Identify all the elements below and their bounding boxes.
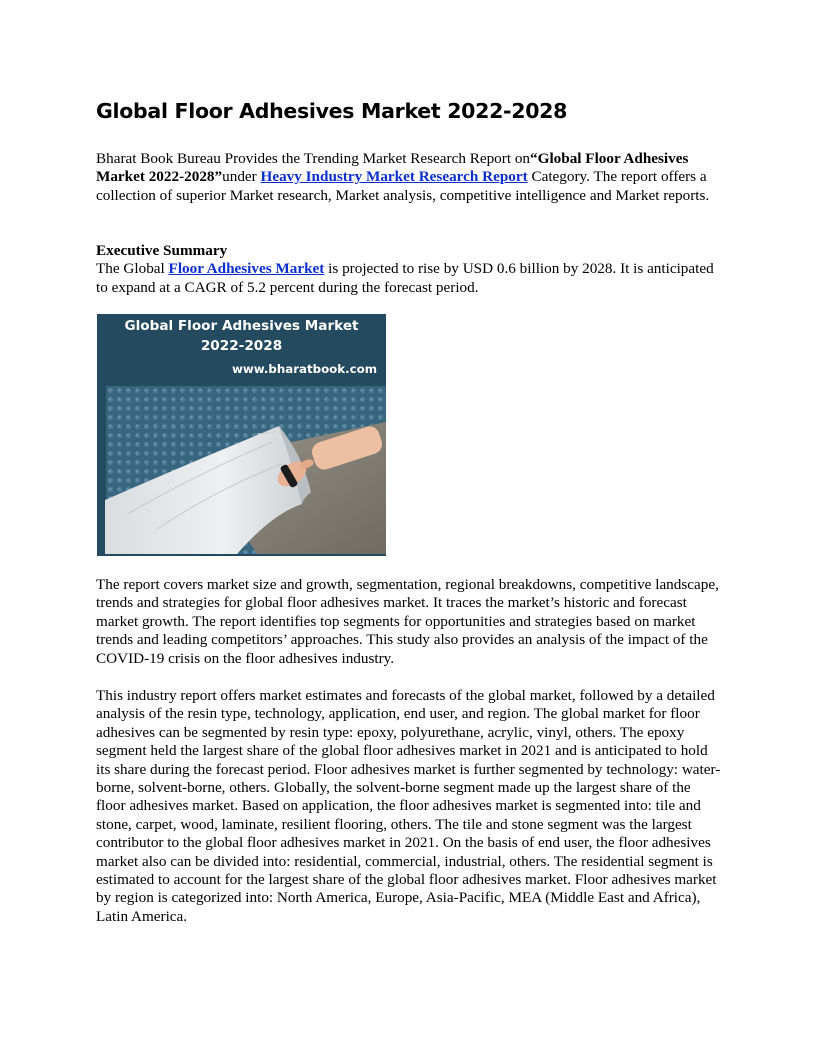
executive-summary — [96, 242, 722, 297]
executive-summary-heading: Executive Summary — [96, 242, 228, 259]
report-name: “Global Floor Adhesives Market 2022-2028” — [96, 150, 689, 186]
intro-prefix: Bharat Book Bureau Provides the Trending Market Research Report on — [96, 150, 531, 167]
category-link[interactable]: Heavy Industry Market Research Report — [260, 168, 528, 186]
intro-under: under — [222, 168, 261, 186]
banner-title — [97, 316, 386, 356]
coverage-paragraph: The report covers market size and growth, segmentation, regional breakdowns, competitive landscape, trends and strategies for global floor adhesives market. It traces the market’s historic and forecast market growth. The report identifies top segments for opportunities and strategies based on market trends and leading competitors’ approaches. This study also provides an analysis of the impact of the COVID-19 crisis on the floor adhesives industry. — [96, 576, 719, 667]
report-banner-image — [97, 314, 386, 556]
segmentation-paragraph: This industry report offers market estimates and forecasts of the global market, followed by a detailed analysis of the resin type, technology, application, end user, and region. The global market for floor adhesives can be segmented by resin type: epoxy, polyurethane, acrylic, vinyl, others. The epoxy segment held the largest share of the global floor adhesives market in 2021 and is anticipated to hold its share during the forecast period. Floor adhesives market is further segmented by technology: water-borne, solvent-borne, others. Globally, the solvent-borne segment made up the largest share of the floor adhesives market. Based on application, the floor adhesives market is segmented into: tile and stone, carpet, wood, laminate, resilient flooring, others. The tile and stone segment was the largest contributor to the global floor adhesives market in 2021. On the basis of end user, the floor adhesives market also can be divided into: residential, commercial, industrial, others. The residential segment is estimated to account for the largest share of the global floor adhesives market. Floor adhesives market by region is categorized into: North America, Europe, Asia-Pacific, MEA (Middle East and Africa), Latin America. — [96, 687, 721, 925]
intro-suffix: Category. The report offers a collection of superior Market research, Market analysis, competitive intelligence and Market reports. — [96, 168, 710, 204]
market-link[interactable]: Floor Adhesives Market — [168, 260, 325, 278]
page-title: Global Floor Adhesives Market 2022-2028 — [96, 99, 568, 123]
banner-title-line-2: 2022-2028 — [200, 338, 283, 354]
summary-suffix: is projected to rise by USD 0.6 billion by 2028. It is anticipated to expand at a CAGR of 5.2 percent during the forecast period. — [96, 260, 714, 296]
banner-url: www.bharatbook.com — [231, 362, 377, 376]
intro-paragraph — [96, 150, 722, 205]
banner-title-line-1: Global Floor Adhesives Market — [124, 318, 359, 334]
summary-prefix: The Global — [96, 260, 169, 278]
